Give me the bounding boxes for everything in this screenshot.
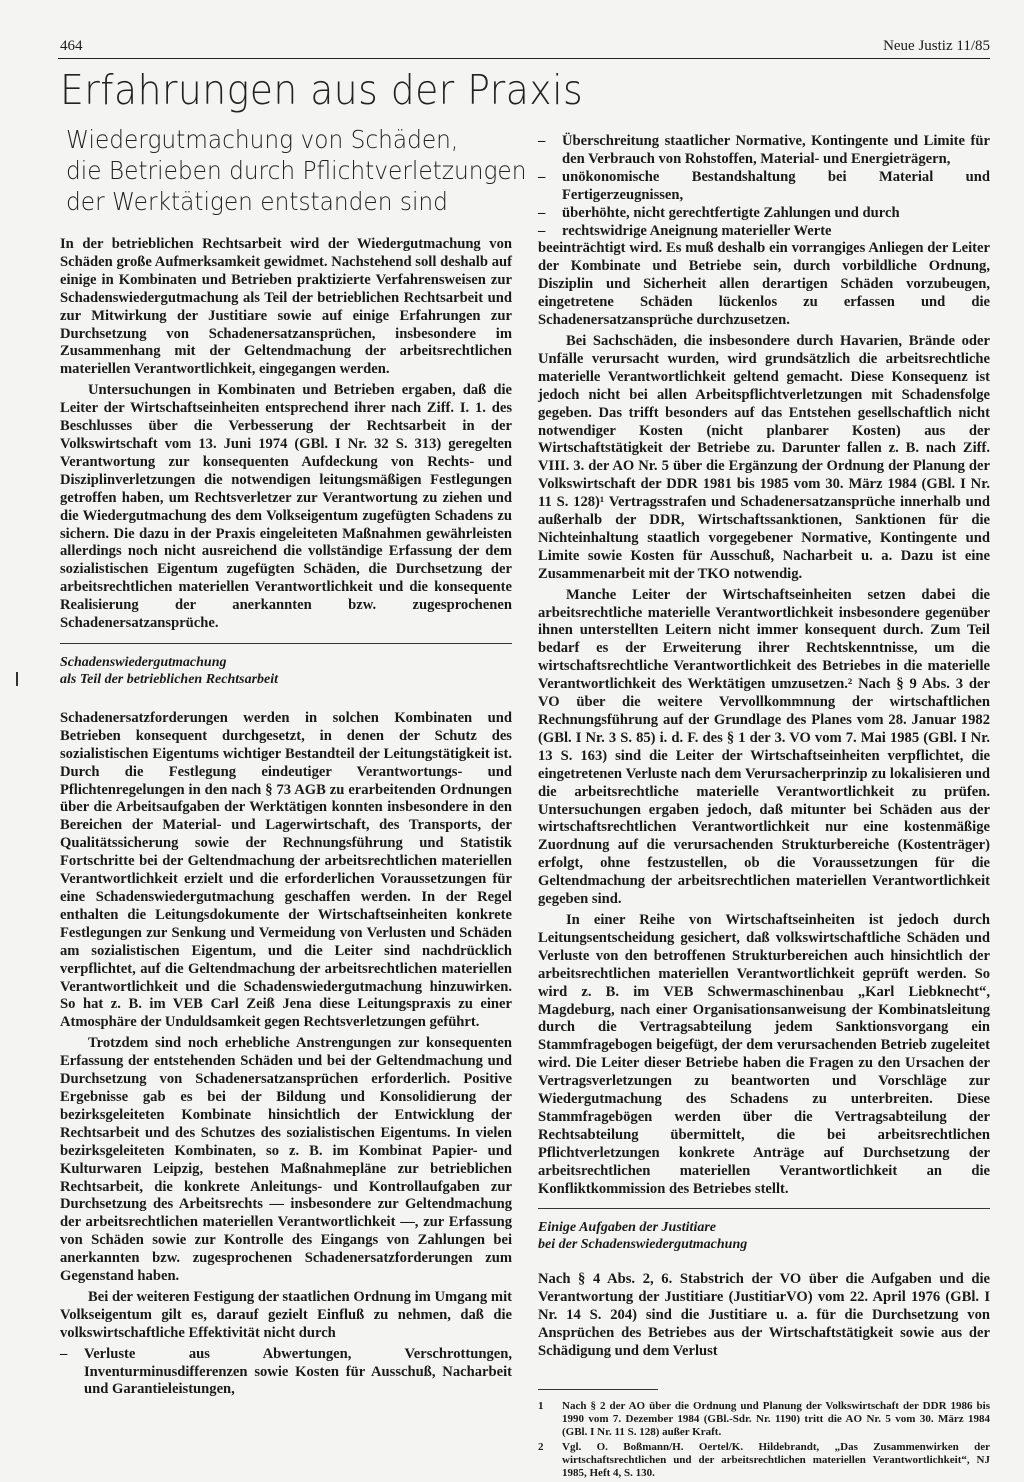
body-paragraph: Manche Leiter der Wirtschaftseinheiten setzen dabei die arbeitsrechtliche materielle Verantwortlichkeit insbesondere gegenüber ihnen unterstellten Leitern nicht immer konsequent durch. Zum Teil bedarf es der Erweiterung ihrer Rechtskenntnisse, um die wirtschaftsrechtliche Verantwortlichkeit des Betriebes in die materielle Verantwortlichkeit des Werktätigen umzusetzen.² Nach § 9 Abs. 3 der VO über die weitere Vervollkommnung der wirtschaftlichen Rechnungsführung auf der Grundlage des Planes vom 28. Januar 1982 (GBl. I Nr. 3 S. 85) i. d. F. des § 1 der 3. VO vom 7. Mai 1985 (GBl. I Nr. 13 S. 163) sind die Leiter der Wirtschaftseinheiten verpflichtet, die eingetretenen Verluste nach dem Verursacherprinzip zu lokalisieren und die arbeitsrechtliche materielle Verantwortlichkeit zu prüfen. Untersuchungen ergaben jedoch, daß mitunter bei Schäden aus der wirtschaftsrechtlichen Verantwortlichkeit nur eine kostenmäßige Zuordnung auf die verursachenden Strukturbereiche (Kostenträger) erfolgt, ohne festzustellen, ob die Voraussetzungen für die Geltendmachung der arbeitsrechtlichen materiellen Verantwortlichkeit gegeben sind.: [538, 586, 990, 908]
margin-mark: [16, 672, 18, 686]
journal-issue: Neue Justiz 11/85: [883, 38, 990, 54]
subheading-line: Schadenswiedergutmachung: [60, 654, 227, 670]
body-paragraph: Untersuchungen in Kombinaten und Betrieben ergaben, daß die Leiter der Wirtschaftseinheiten entsprechend ihrer nach Ziff. I. 1. des Beschlusses über die Verbesserung der Rechtsarbeit in der Volkswirtschaft vom 13. Juni 1974 (GBl. I Nr. 32 S. 313) geregelten Verantwortung zur konsequenten Aufdeckung von Rechts- und Disziplinverletzungen die notwendigen leitungsmäßigen Festlegungen getroffen haben, um Rechtsverletzer zur Verantwortung zu ziehen und die Wiedergutmachung des dem Volkseigentum zugefügten Schadens zu sichern. Die dazu in der Praxis eingeleiteten Maßnahmen gewährleisten allerdings noch nicht ausreichend die vollständige Erfassung der dem sozialistischen Eigentum zugefügten Schäden, die Durchsetzung der arbeitsrechtlichen materiellen Verantwortlichkeit und die konsequente Realisierung der anerkannten bzw. zugesprochenen Schadenersatzansprüche.: [60, 382, 512, 632]
article-title-line: Wiedergutmachung von Schäden,: [66, 125, 459, 154]
right-column: [538, 133, 990, 1482]
footnote: [538, 1400, 990, 1439]
body-paragraph: Trotzdem sind noch erhebliche Anstrengungen zur konsequenten Erfassung der entstehenden Schäden und bei der Geltendmachung und Durchsetzung von Schadenersatzansprüchen erforderlich. Positive Ergebnisse gab es bei der Bildung und Konsolidierung der bezirksgeleiteten Kombinate hinsichtlich der Entwicklung der Rechtsarbeit und des Schutzes des sozialistischen Eigentums. In vielen bezirksgeleiteten Kombinaten, so z. B. im Kombinat Papier- und Kulturwaren Leipzig, bestehen Maßnahmepläne zur betrieblichen Rechtsarbeit, die konkrete Anleitungs- und Kontrollaufgaben zur Durchsetzung des Arbeitsrechts — insbesondere zur Geltendmachung der arbeitsrechtlichen materiellen Verantwortlichkeit —, zur Erfassung von Schäden sowie zur Kontrolle des Eingangs von Zahlungen bei anerkannten bzw. zugesprochenen Schadenersatzforderungen zum Gegenstand haben.: [60, 1035, 512, 1285]
article-title-line: der Werktätigen entstanden sind: [66, 187, 448, 216]
subheading-line: Einige Aufgaben der Justitiare: [538, 1220, 717, 1236]
body-paragraph: Bei der weiteren Festigung der staatlichen Ordnung im Umgang mit Volkseigentum gilt es, darauf gezielt Einfluß zu nehmen, daß die volkswirtschaftliche Effektivität nicht durch: [60, 1288, 512, 1341]
list-item: – Verluste aus Abwertungen, Verschrottungen, Inventurminusdifferenzen sowie Kosten für Ausschuß, Nacharbeit und Garantieleistungen,: [60, 1346, 512, 1400]
article-title-line: die Betrieben durch Pflichtverletzungen: [66, 156, 527, 185]
body-paragraph: In einer Reihe von Wirtschaftseinheiten ist jedoch durch Leitungsentscheidung gesichert, daß volkswirtschaftliche Schäden und Verluste von den betroffenen Strukturbereichen auch hinsichtlich der arbeitsrechtlichen materiellen Verantwortlichkeit geprüft werden. So wird z. B. im VEB Schwermaschinenbau „Karl Liebknecht“, Magdeburg, nach einer Organisationsanweisung der Kombinatsleitung durch die Vertragsabteilung jedem Sanktionsvorgang ein Stammfragebogen beigefügt, der dem verursachenden Betrieb zugeleitet wird. Die Leiter dieser Betriebe haben die Fragen zu den Ursachen der Vertragsverletzungen zu beantworten und Vorschläge zur Wiedergutmachung des Schadens zu unterbreiten. Diese Stammfragebögen werden über die Vertragsabteilung der Rechtsabteilung übermittelt, die bei arbeitsrechtlichen Pflichtverletzungen konkrete Anträge auf Durchsetzung der arbeitsrechtlichen materiellen Verantwortlichkeit an die Konfliktkommission des Betriebes stellt.: [538, 911, 990, 1197]
footnote-text: Nach § 2 der AO über die Ordnung und Planung der Volkswirtschaft der DDR 1986 bis 1990 vom 7. Dezember 1984 (GBl.-Sdr. Nr. 1190) tritt die AO Nr. 5 vom 30. März 1984 (GBl. I Nr. 11 S. 128) außer Kraft.: [562, 1400, 990, 1438]
dash-list-left: [60, 1346, 512, 1400]
list-item: – rechtswidrige Aneignung materieller Werte: [538, 223, 990, 241]
subheading-rechtsarbeit: [60, 643, 512, 688]
left-column: [60, 236, 512, 1399]
list-item: – Überschreitung staatlicher Normative, Kontingente und Limite für den Verbrauch von Rohstoffen, Material- und Energieträgern,: [538, 133, 990, 169]
footnote-rule: [538, 1389, 658, 1390]
body-paragraph: Nach § 4 Abs. 2, 6. Stabstrich der VO über die Aufgaben und die Verantwortung der Justitiare (JustitiarVO) vom 22. April 1976 (GBl. I Nr. 14 S. 204) sind die Justitiare u. a. für die Durchsetzung von Ansprüchen des Betriebes aus der Wirtschaftstätigkeit sowie aus der Schädigung und dem Verlust: [538, 1271, 990, 1360]
list-item: – überhöhte, nicht gerechtfertigte Zahlungen und durch: [538, 205, 990, 223]
page-number: 464: [60, 38, 83, 54]
section-title: Erfahrungen aus der Praxis: [60, 66, 584, 114]
footnote-text: Vgl. O. Boßmann/H. Oertel/K. Hildebrandt, „Das Zusammenwirken der wirtschaftsrechtlichen und der arbeitsrechtlichen materiellen Verantwortlichkeit“, NJ 1985, Heft 4, S. 130.: [562, 1441, 990, 1479]
lead-paragraph: In der betrieblichen Rechtsarbeit wird der Wiedergutmachung von Schäden große Aufmerksamkeit gewidmet. Nachstehend soll deshalb auf einige in Kombinaten und Betrieben praktizierte Verfahrensweisen zur Schadenswiedergutmachung als Teil der betrieblichen Rechtsarbeit und zur Mitwirkung der Justitiare sowie auf einige Erfahrungen zur Durchsetzung von Schadenersatzansprüchen, insbesondere im Zusammenhang mit der Geltendmachung der arbeitsrechtlichen materiellen Verantwortlichkeit, eingegangen werden.: [60, 236, 512, 378]
body-paragraph: Schadenersatzforderungen werden in solchen Kombinaten und Betrieben konsequent durchgesetzt, in denen der Schutz des sozialistischen Eigentums wichtiger Bestandteil der Leitungstätigkeit ist. Durch die Festlegung eindeutiger Verantwortungs- und Pflichtenregelungen in den nach § 73 AGB zu erarbeitenden Ordnungen über die Arbeitsaufgaben der Werktätigen konnten insbesondere in den Bereichen der Material- und Lagerwirtschaft, des Transports, der Qualitätssicherung sowie der Rechnungsführung und Statistik Fortschritte bei der Geltendmachung der arbeitsrechtlichen materiellen Verantwortlichkeit erzielt und die erforderlichen Voraussetzungen für eine Schadenswiedergutmachung geschaffen werden. In der Regel enthalten die Leitungsdokumente der Wirtschaftseinheiten konkrete Festlegungen zur Senkung und Vermeidung von Verlusten und Schäden am sozialistischen Eigentum, und die Leiter sind nachdrücklich verpflichtet, auf die Geltendmachung der arbeitsrechtlichen materiellen Verantwortlichkeit und die Schadenswiedergutmachung hinzuwirken. So hat z. B. im VEB Carl Zeiß Jena diese Leitungspraxis zu einer Atmosphäre der Unduldsamkeit gegen Rechtsverletzungen geführt.: [60, 709, 512, 1031]
footnote-number: 1: [538, 1400, 544, 1412]
dash-list-right: [538, 133, 990, 240]
subheading-justitiare: [538, 1208, 990, 1253]
article-title: [66, 124, 527, 217]
subheading-line: als Teil der betrieblichen Rechtsarbeit: [60, 671, 279, 687]
subheading-line: bei der Schadenswiedergutmachung: [538, 1237, 748, 1253]
header-rule: [58, 58, 990, 59]
list-item: – unökonomische Bestandshaltung bei Material und Fertigerzeugnissen,: [538, 169, 990, 205]
body-paragraph: beeinträchtigt wird. Es muß deshalb ein vorrangiges Anliegen der Leiter der Kombinate und Betriebe sein, durch vorbildliche Ordnung, Disziplin und Sicherheit allen derartigen Schäden vorzubeugen, eingetretene Schäden lückenlos zu erfassen und die Schadenersatzansprüche durchzusetzen.: [538, 240, 990, 329]
footnote-number: 2: [538, 1441, 544, 1453]
body-paragraph: Bei Sachschäden, die insbesondere durch Havarien, Brände oder Unfälle verursacht wurden, wird grundsätzlich die arbeitsrechtliche materielle Verantwortlichkeit geltend gemacht. Diese Konsequenz ist jedoch nicht bei allen Arbeitspflichtverletzungen mit Schadensfolge gegeben. Das trifft besonders auf das Entstehen gesellschaftlich nicht notwendiger Kosten (nicht planbarer Kosten) aus der Wirtschaftstätigkeit der Betriebe zu. Darunter fallen z. B. nach Ziff. VIII. 3. der AO Nr. 5 über die Ergänzung der Ordnung der Planung der Volkswirtschaft der DDR 1981 bis 1985 vom 30. März 1984 (GBl. I Nr. 11 S. 128)¹ Vertragsstrafen und Schadenersatzansprüche innerhalb und außerhalb der DDR, Wirtschaftssanktionen, Sanktionen für die Nichteinhaltung staatlich vorgegebener Normative, Kontingente und Limite sowie Kosten für Ausschuß, Nacharbeit u. a. Dazu ist eine Zusammenarbeit mit der TKO notwendig.: [538, 332, 990, 582]
